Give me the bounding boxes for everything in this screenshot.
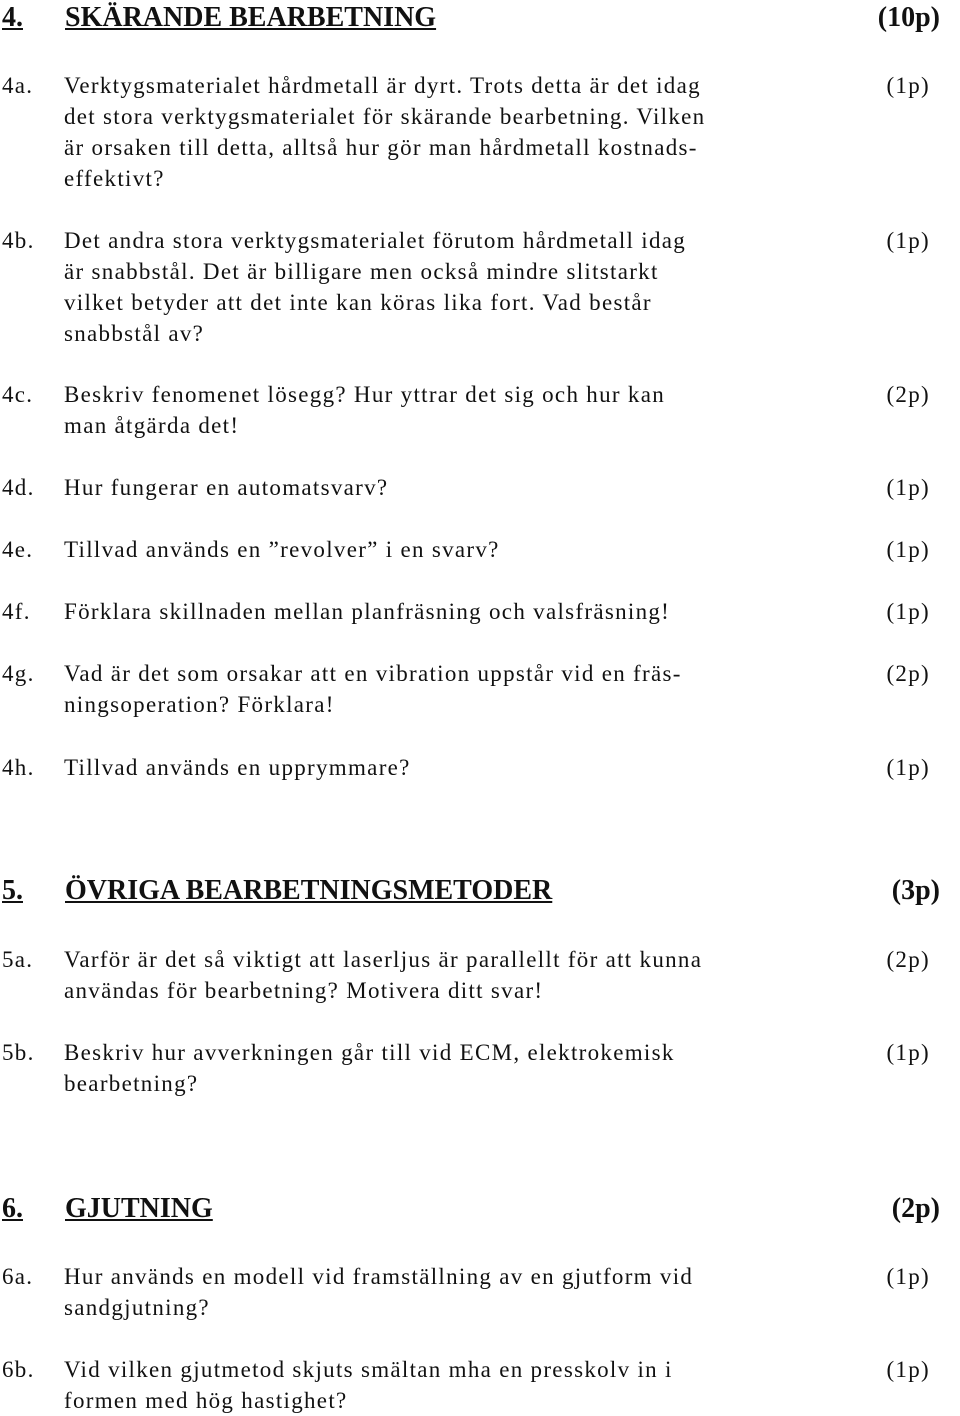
question-line: Beskriv fenomenet lösegg? Hur yttrar det sig och hur kan: [64, 382, 666, 407]
section-heading: [0, 875, 960, 915]
question-points: (1p): [886, 1357, 930, 1382]
question-text: [64, 1354, 864, 1416]
question-label: 4c.: [2, 382, 34, 407]
question-text: [64, 658, 864, 720]
question-line: Varför är det så viktigt att laserljus är parallellt för att kunna: [64, 947, 703, 972]
question-label: 4a.: [2, 73, 34, 98]
section-title: GJUTNING: [65, 1193, 213, 1224]
section-heading: [0, 1193, 960, 1233]
question-label: 5a.: [2, 947, 34, 972]
question-text: [64, 379, 864, 441]
section-5: [0, 875, 960, 915]
question-text: [64, 1037, 864, 1099]
question-points: (1p): [886, 73, 930, 98]
question-points: (1p): [886, 537, 930, 562]
question-points: (2p): [886, 382, 930, 407]
question-line: man åtgärda det!: [64, 413, 240, 438]
question-label: 4b.: [2, 228, 35, 253]
question-line: Det andra stora verktygsmaterialet förutom hårdmetall idag: [64, 228, 687, 253]
question-text: [64, 596, 864, 627]
question-line: Verktygsmaterialet hårdmetall är dyrt. Trots detta är det idag: [64, 73, 701, 98]
question-line: snabbstål av?: [64, 321, 205, 346]
question-text: [64, 225, 864, 349]
section-points: (3p): [891, 875, 940, 906]
question-line: Hur fungerar en automatsvarv?: [64, 475, 389, 500]
question-label: 5b.: [2, 1040, 35, 1065]
question-line: Hur används en modell vid framställning av en gjutform vid: [64, 1264, 694, 1289]
question-line: är orsaken till detta, alltså hur gör man hårdmetall kostnads-: [64, 135, 698, 160]
question-label: 6a.: [2, 1264, 34, 1289]
question-text: [64, 70, 864, 194]
question-line: vilket betyder att det inte kan köras lika fort. Vad består: [64, 290, 652, 315]
section-points: (2p): [891, 1193, 940, 1224]
question-line: Tillvad används en ”revolver” i en svarv?: [64, 537, 500, 562]
question-line: Beskriv hur avverkningen går till vid ECM, elektrokemisk: [64, 1040, 675, 1065]
question-text: [64, 752, 864, 783]
question-line: bearbetning?: [64, 1071, 199, 1096]
question-label: 6b.: [2, 1357, 35, 1382]
question-points: (1p): [886, 228, 930, 253]
question-line: Vid vilken gjutmetod skjuts smältan mha en presskolv in i: [64, 1357, 673, 1382]
question-line: formen med hög hastighet?: [64, 1388, 348, 1413]
question-line: användas för bearbetning? Motivera ditt svar!: [64, 978, 544, 1003]
question-line: det stora verktygsmaterialet för skärande bearbetning. Vilken: [64, 104, 706, 129]
question-points: (2p): [886, 947, 930, 972]
section-number: 5.: [2, 875, 23, 906]
question-points: (1p): [886, 475, 930, 500]
section-4: [0, 2, 960, 42]
question-text: [64, 944, 864, 1006]
question-label: 4d.: [2, 475, 35, 500]
question-points: (1p): [886, 1040, 930, 1065]
question-line: sandgjutning?: [64, 1295, 210, 1320]
question-line: är snabbstål. Det är billigare men också mindre slitstarkt: [64, 259, 659, 284]
question-line: effektivt?: [64, 166, 165, 191]
section-title: ÖVRIGA BEARBETNINGSMETODER: [65, 875, 553, 906]
section-heading: [0, 2, 960, 42]
section-number: 4.: [2, 2, 23, 33]
section-number: 6.: [2, 1193, 23, 1224]
question-points: (1p): [886, 599, 930, 624]
question-label: 4g.: [2, 661, 35, 686]
question-label: 4h.: [2, 755, 35, 780]
question-text: [64, 1261, 864, 1323]
question-line: ningsoperation? Förklara!: [64, 692, 335, 717]
question-points: (2p): [886, 661, 930, 686]
section-title: SKÄRANDE BEARBETNING: [65, 2, 437, 33]
question-line: Förklara skillnaden mellan planfräsning och valsfräsning!: [64, 599, 671, 624]
question-line: Tillvad används en upprymmare?: [64, 755, 411, 780]
section-points: (10p): [877, 2, 940, 33]
question-text: [64, 534, 864, 565]
question-text: [64, 472, 864, 503]
section-6: [0, 1193, 960, 1233]
question-label: 4f.: [2, 599, 31, 624]
question-points: (1p): [886, 755, 930, 780]
question-line: Vad är det som orsakar att en vibration uppstår vid en fräs-: [64, 661, 682, 686]
question-points: (1p): [886, 1264, 930, 1289]
question-label: 4e.: [2, 537, 34, 562]
